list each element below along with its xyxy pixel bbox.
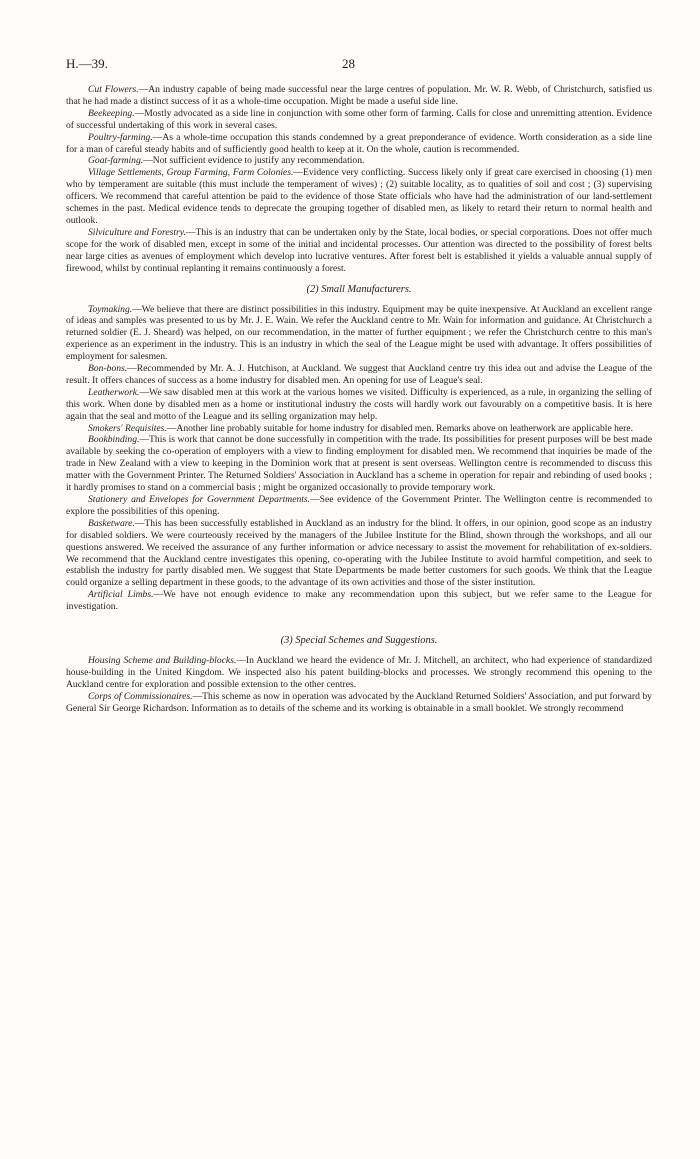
paragraph-heading: Artificial Limbs. (88, 589, 154, 601)
paragraph-poultry-farming (66, 132, 652, 156)
paragraph-text: —See evidence of the Government Printer. The Wellington centre is recommended to explore the possibilities of this opening. (66, 494, 652, 517)
paragraph-toymaking (66, 304, 652, 364)
paragraph-text: —As a whole-time occupation this stands condemned by a great preponderance of evidence. Worth consideration as a side line for a man of careful steady habits and of sufficiently good health to keep at it. On the whole, caution is recommended. (66, 131, 652, 155)
page-number: 28 (342, 56, 355, 71)
paragraph-leatherwork (66, 387, 652, 423)
paragraph-beekeeping (66, 108, 652, 132)
paragraph-text: —We saw disabled men at this work at the various homes we visited. Difficulty is experienced, as a rule, in organizing the selling of this work. When done by disabled men as a home or institutional industry the costs will hardly work out favourably on a competitive basis. It is here again that the seal and motto of the League and its selling organization may help. (66, 386, 652, 422)
paragraph-text: —This is an industry that can be undertaken only by the State, local bodies, or special corporations. Does not offer much scope for the work of disabled men, except in some of the initial and incidental processes. Our attention was directed to the possibility of forest belts near large cities as avenues of employment which develop into lucrative ventures. After forest belt is established it yields a valuable annual supply of firewood, whilst by continual replanting it remains continuously a forest. (66, 226, 653, 274)
page-content (66, 84, 652, 715)
paragraph-text: —Mostly advocated as a side line in conjunction with some other form of farming. Calls for close and unremitting attention. Evidence of successful undertaking of this work in several cases. (66, 107, 652, 131)
paragraph-cut-flowers (66, 84, 652, 108)
paragraph-heading: Beekeeping. (88, 107, 135, 119)
paragraph-heading: Housing Scheme and Building-blocks. (88, 655, 237, 667)
paragraph-bon-bons (66, 363, 652, 387)
paragraph-village-settlements (66, 167, 652, 227)
paragraph-heading: Stationery and Envelopes for Government Departments. (88, 494, 311, 505)
paragraph-heading: Basketware. (88, 517, 135, 529)
paragraph-text: —This scheme as now in operation was advocated by the Auckland Returned Soldiers' Association, and put forward by General Sir George Richardson. Information as to details of the scheme and its working is obtainable in a small booklet. We strongly recommend (66, 690, 652, 714)
section-heading-small-manufacturers: (2) Small Manufacturers. (306, 283, 412, 295)
paragraph-heading: Bon-bons. (88, 363, 128, 375)
paragraph-text: —Not sufficient evidence to justify any recommendation. (143, 155, 365, 167)
section-heading-special-schemes: (3) Special Schemes and Suggestions. (280, 635, 438, 647)
page-header (66, 56, 652, 78)
paragraph-heading: Toymaking. (88, 303, 133, 315)
paragraph-bookbinding (66, 434, 652, 494)
paragraph-text: —Another line probably suitable for home industry for disabled men. Remarks above on leatherwork are applicable here. (166, 422, 634, 434)
paragraph-text: —Recommended by Mr. A. J. Hutchison, at Auckland. We suggest that Auckland centre try this idea out and advise the League of the result. It offers chances of success as a home industry for disabled men. An opening for use of League's seal. (66, 363, 652, 386)
paragraph-goat-farming (66, 155, 652, 167)
paragraph-heading: Leatherwork. (88, 386, 140, 398)
paragraph-heading: Silviculture and Forestry. (88, 226, 186, 238)
paragraph-text: —In Auckland we heard the evidence of Mr. J. Mitchell, an architect, who had experience of standardized house-building in the United Kingdom. We inspected also his patent building-blocks and processes. We strongly recommend this opening to the Auckland centre for exploration and possible extension to the other centres. (66, 655, 653, 690)
paragraph-heading: Poultry-farming. (88, 131, 153, 143)
paragraph-text: —We have not enough evidence to make any recommendation upon this subject, but we refer same to the League for investigation. (66, 589, 652, 613)
paragraph-text: —We believe that there are distinct possibilities in this industry. Equipment may be quite inexpensive. At Auckland an excellent range of ideas and samples was presented to us by Mr. J. E. Wain. We refer the Auckland centre to Mr. Wain for information and guidance. At Christchurch a returned soldier (E. J. Sheard) was helped, on our recommendation, in the matter of further equipment ; we refer the Christchurch centre to this man's experience as an experiment in the industry. This is an industry in which the seal of the League might be used with advantage. It offers possibilities of employment for salesmen. (66, 303, 652, 363)
document-reference: H.—39. (66, 56, 108, 71)
paragraph-heading: Village Settlements, Group Farming, Farm Colonies. (88, 167, 294, 179)
paragraph-heading: Cut Flowers. (88, 84, 139, 95)
paragraph-text: —This is work that cannot be done successfully in competition with the trade. Its possibilities for present purposes will be best made available by seeking the co-operation of employers with a view to finding employment for disabled men. We recommend that inquiries be made of the trade in New Zealand with a view to keeping in the Dominion work that at present is sent overseas. Wellington centre is recommended to discuss this matter with the Government Printer. The Returned Soldiers' Association in Auckland has a scheme in operation for repair and rebinding of used books ; it hardly promises to stand on a commercial basis ; might be organized occasionally to provide temporary work. (66, 434, 652, 494)
paragraph-heading: Bookbinding. (88, 434, 140, 446)
paragraph-smokers-requisites (66, 423, 652, 435)
paragraph-housing-scheme (66, 655, 652, 691)
paragraph-text: —Evidence very conflicting. Success likely only if great care exercised in choosing (1) men who by temperament are suitable (this must include the temperament of wives) ; (2) suitable locality, as to qualities of soil and cost ; (3) supervising officers. We recommend that careful attention be paid to the evidence of those State officials who have had the administration of our land-settlement schemes in the past. Medical evidence tends to deprecate the grouping together of disabled men, as likely to retard their return to normal health and outlook. (66, 167, 652, 226)
paragraph-silviculture (66, 227, 652, 275)
paragraph-heading: Corps of Commissionaires. (88, 690, 193, 702)
paragraph-stationery (66, 494, 652, 518)
paragraph-corps-of-commissionaires (66, 691, 652, 715)
paragraph-heading: Smokers' Requisites. (88, 422, 167, 434)
paragraph-basketware (66, 518, 652, 589)
paragraph-text: —An industry capable of being made successful near the large centres of population. Mr. W. R. Webb, of Christchurch, satisfied us that he had made a distinct success of it as a whole-time occupation. Might be made a useful side line. (66, 84, 652, 107)
paragraph-artificial-limbs (66, 589, 652, 613)
paragraph-heading: Goat-farming. (88, 155, 144, 167)
paragraph-text: —This has been successfully established in Auckland as an industry for the blind. It offers, in our opinion, good scope as an industry for disabled soldiers. We were courteously received by the managers of the Jubilee Institute for the Blind, shown through the workshops, and all our questions answered. We received the assurance of any further information or advice necessary to assist the movement for rehabilitation of ex-soldiers. We recommend that the Auckland centre investigates this opening, co-operating with the Jubilee Institute to avoid harmful competition, and seek to establish the industry for partly disabled men. We suggest that State Departments be made better customers for such goods. We think that the League could organize a selling department in these goods, to the advantage of its own activities and those of the sister institution. (66, 517, 652, 589)
